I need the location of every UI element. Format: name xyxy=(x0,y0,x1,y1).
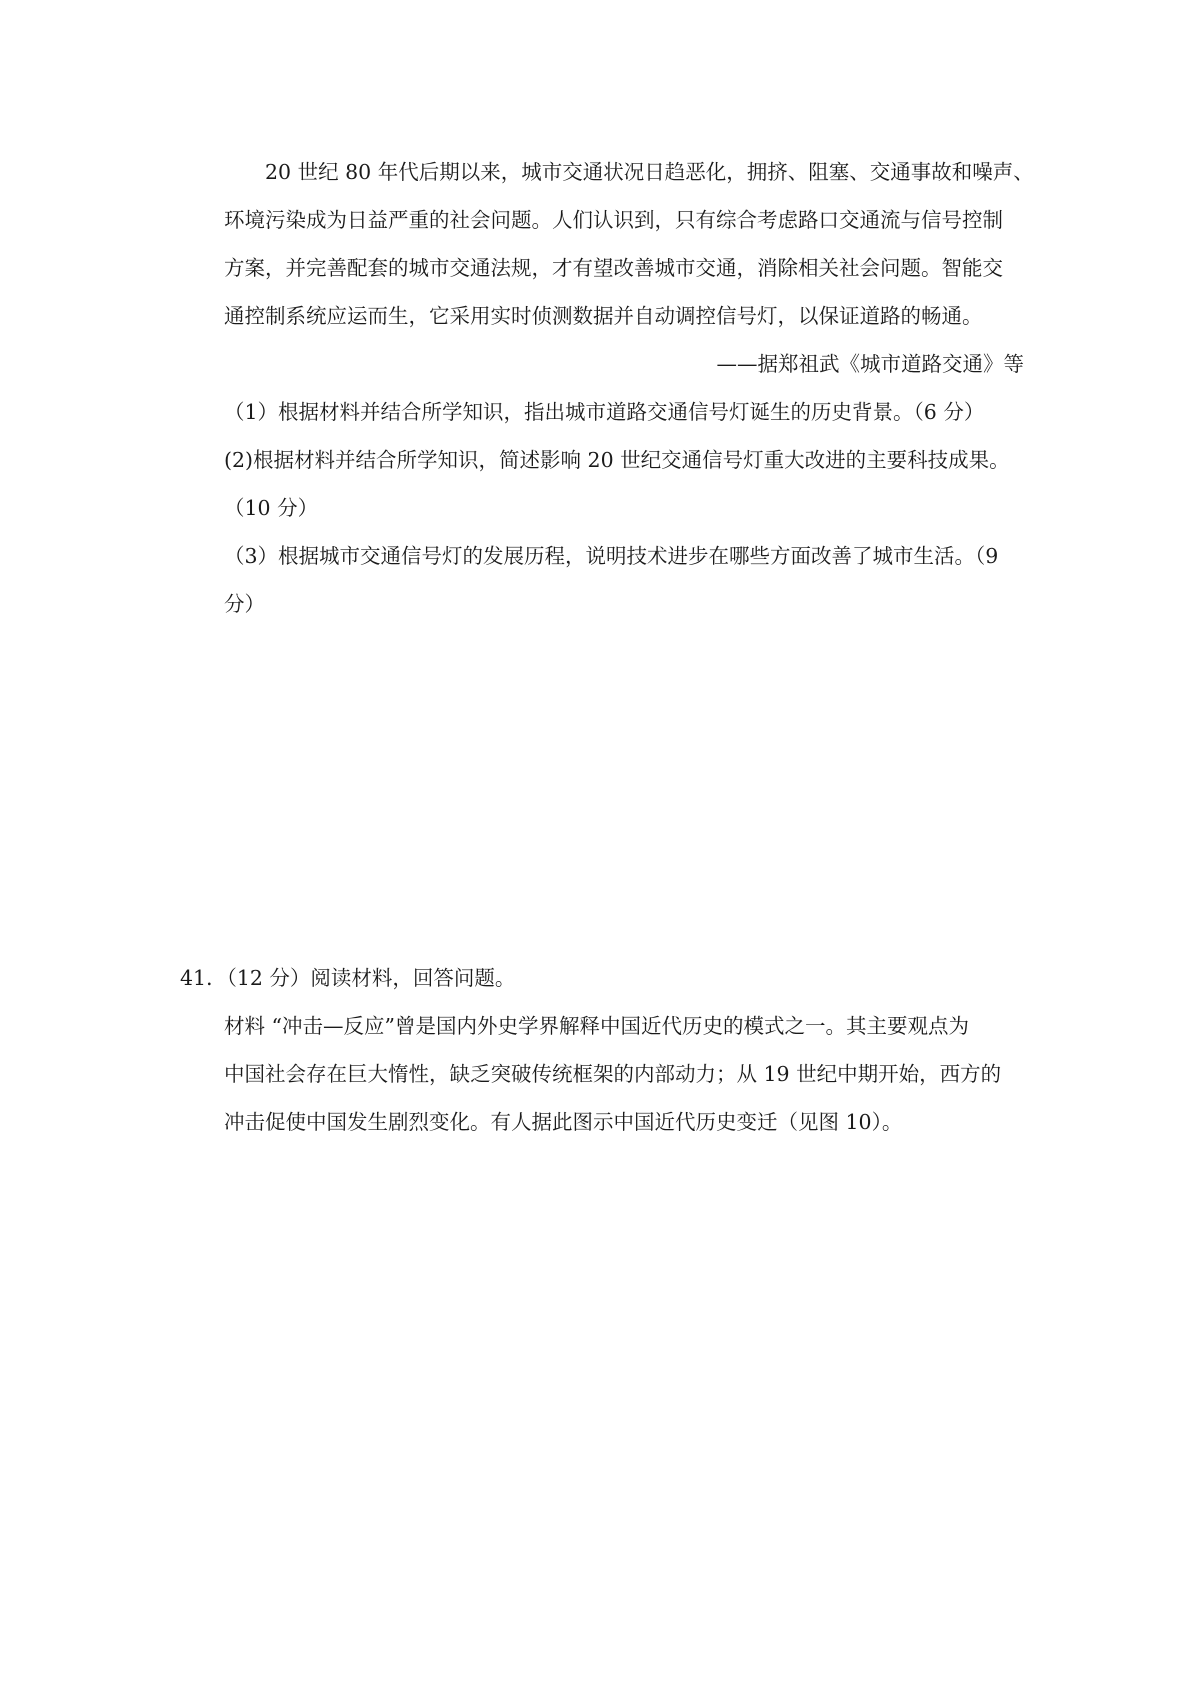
question-41-header: 41．（12 分）阅读材料，回答问题。 xyxy=(180,966,516,990)
question-41-material-line: 中国社会存在巨大惰性，缺乏突破传统框架的内部动力；从 19 世纪中期开始，西方的 xyxy=(224,1062,1002,1086)
passage-line: 方案，并完善配套的城市交通法规，才有望改善城市交通，消除相关社会问题。智能交 xyxy=(224,256,1003,280)
passage-line: 环境污染成为日益严重的社会问题。人们认识到，只有综合考虑路口交通流与信号控制 xyxy=(224,208,1003,232)
question-41-material-line: 冲击促使中国发生剧烈变化。有人据此图示中国近代历史变迁（见图 10）。 xyxy=(224,1110,903,1134)
sub-question-1: （1）根据材料并结合所学知识，指出城市道路交通信号灯诞生的历史背景。（6 分） xyxy=(224,400,985,424)
sub-question-3-cont: 分） xyxy=(224,592,265,616)
sub-question-2-cont: （10 分） xyxy=(224,496,319,520)
sub-question-2: (2)根据材料并结合所学知识，简述影响 20 世纪交通信号灯重大改进的主要科技成果。 xyxy=(224,448,1010,472)
question-41-material-line: 材料 “冲击—反应”曾是国内外史学界解释中国近代历史的模式之一。其主要观点为 xyxy=(224,1014,969,1038)
sub-question-3: （3）根据城市交通信号灯的发展历程，说明技术进步在哪些方面改善了城市生活。（9 xyxy=(224,544,999,568)
passage-line: 通控制系统应运而生，它采用实时侦测数据并自动调控信号灯，以保证道路的畅通。 xyxy=(224,304,983,328)
passage-line: 20 世纪 80 年代后期以来，城市交通状况日趋恶化，拥挤、阻塞、交通事故和噪声、 xyxy=(265,160,1034,184)
passage-source: ——据郑祖武《城市道路交通》等 xyxy=(716,352,1024,376)
